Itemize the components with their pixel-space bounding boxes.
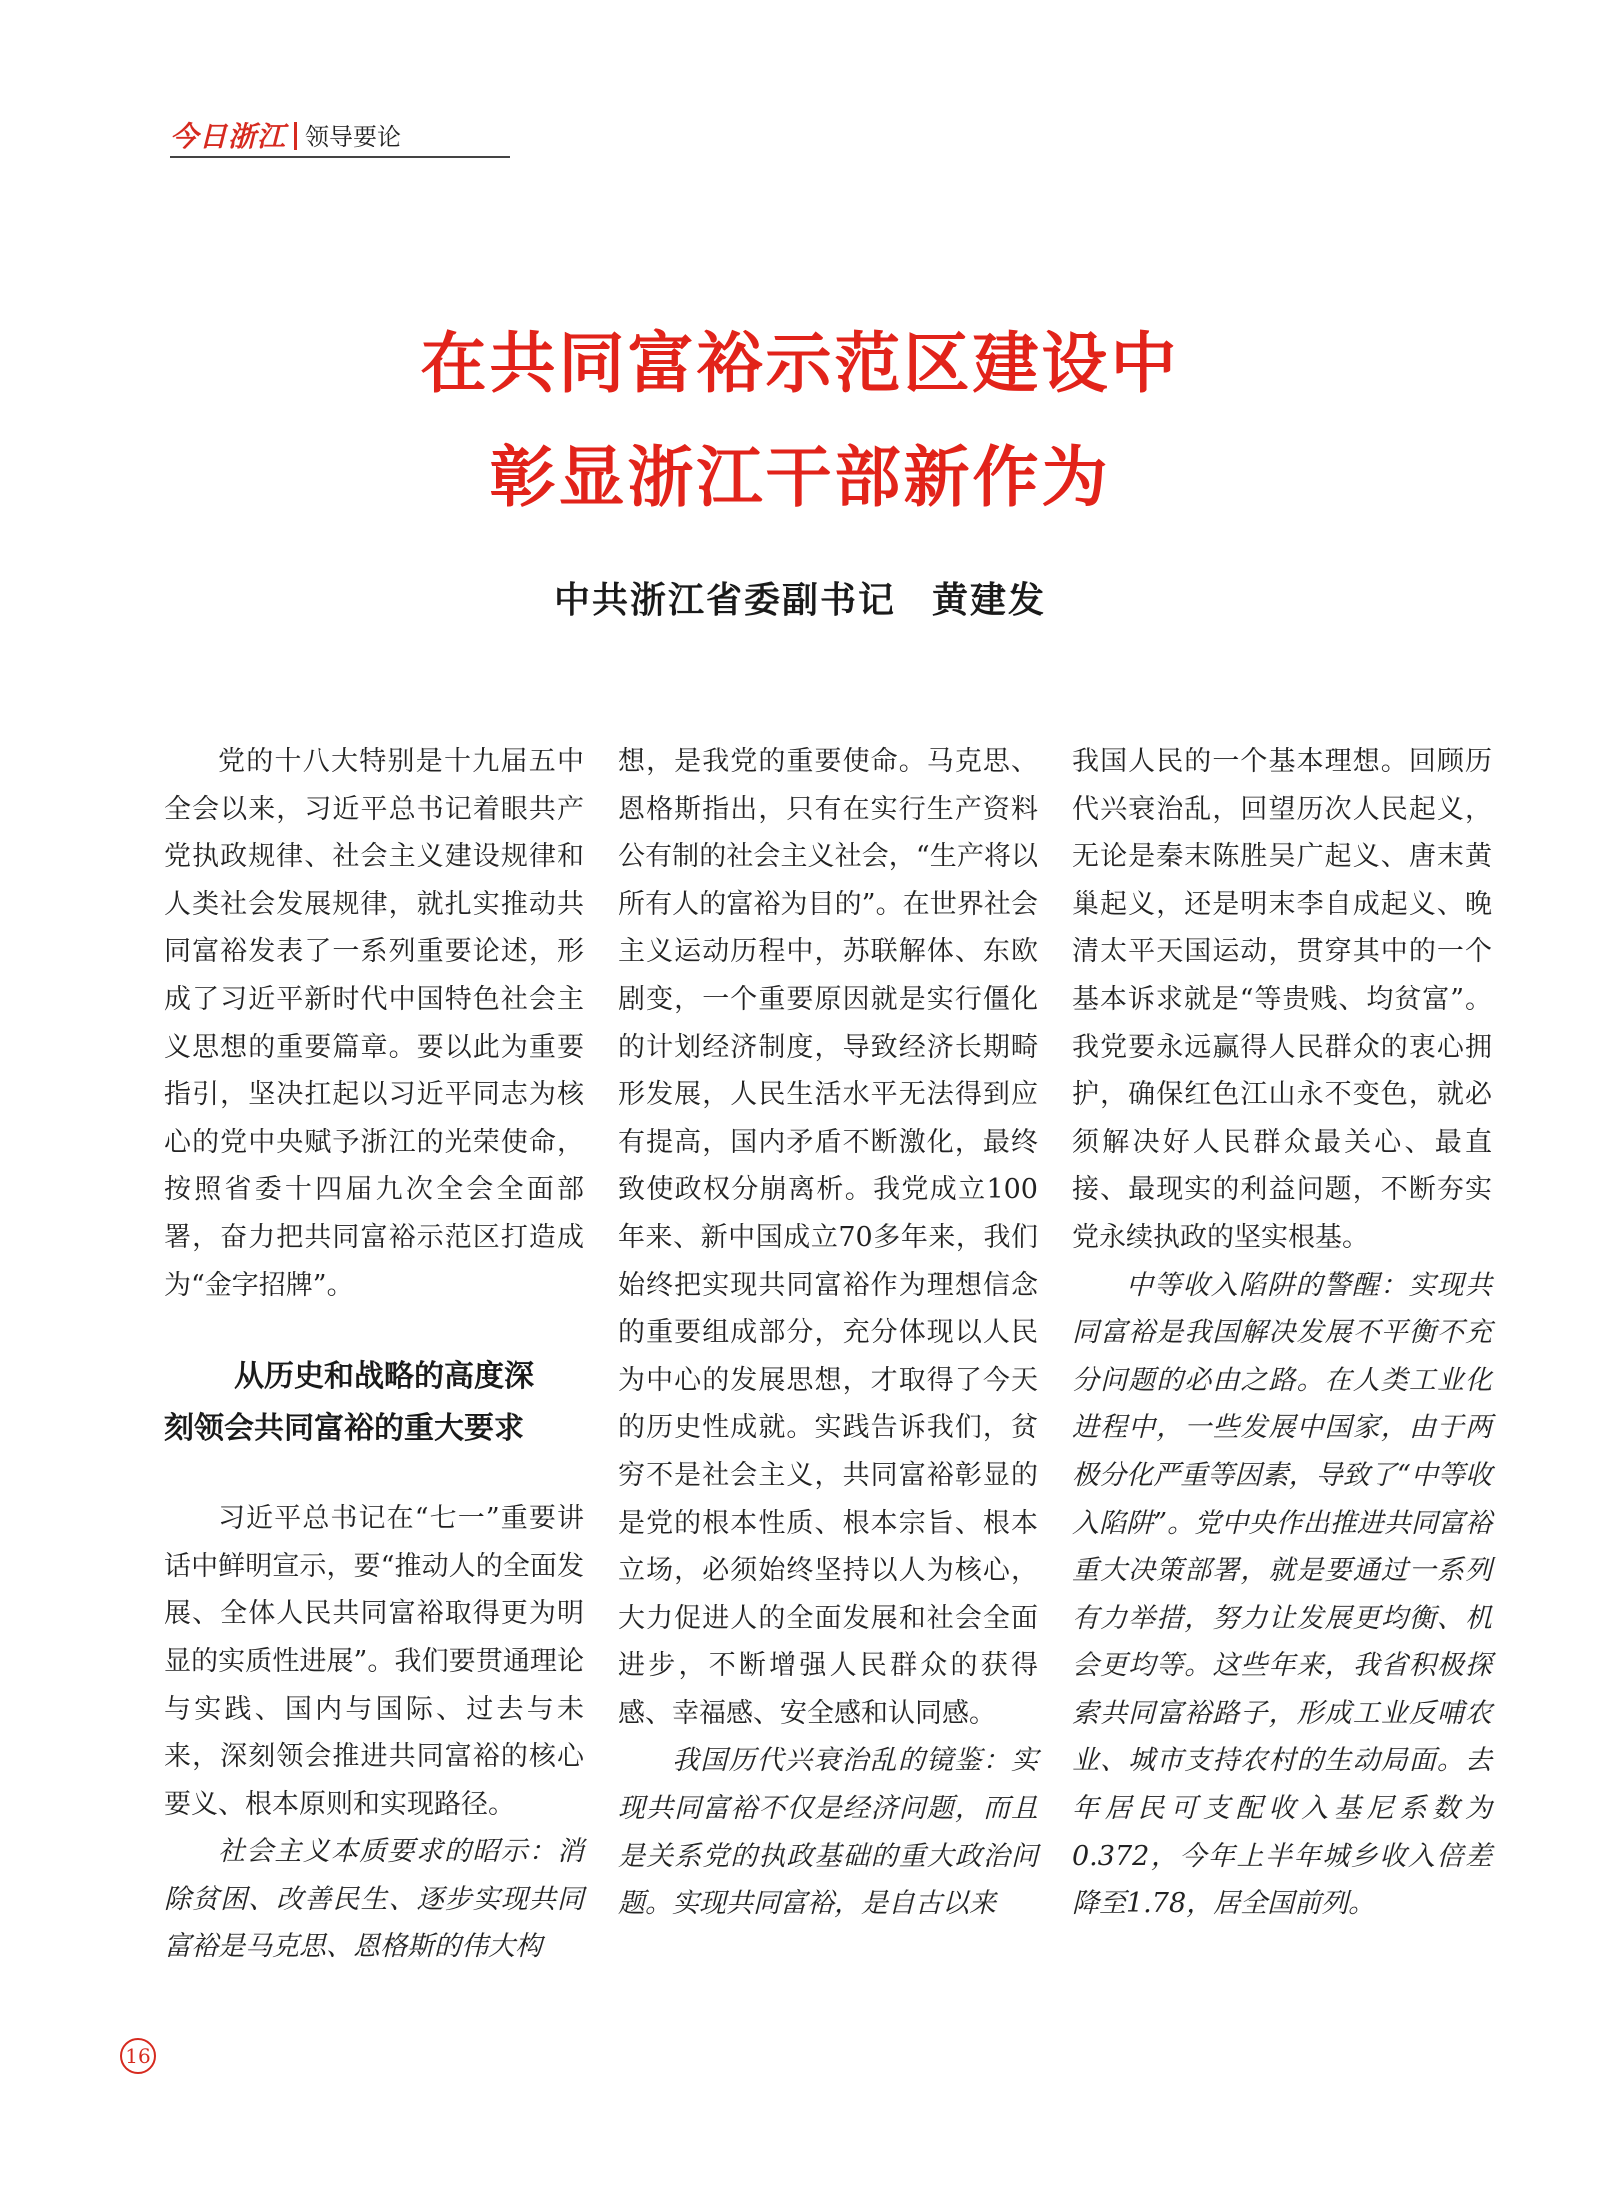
- author-name: 黄建发: [932, 580, 1047, 621]
- magazine-logo: 今日浙江: [170, 120, 287, 153]
- header-divider: [294, 122, 297, 150]
- paragraph: 我国历代兴衰治乱的镜鉴：实现共同富裕不仅是经济问题，而且是关系党的执政基础的重大政治问题。实现共同富裕，是自古以来: [618, 1745, 1038, 1920]
- subheading-line: 从历史和战略的高度深: [234, 1359, 534, 1395]
- article-title-line1: 在共同富裕示范区建设中: [420, 325, 1180, 402]
- paragraph: 中等收入陷阱的警醒：实现共同富裕是我国解决发展不平衡不充分问题的必由之路。在人类工业化进程中，一些发展中国家，由于两极分化严重等因素，导致了“中等收入陷阱”。党中央作出推进共同富裕重大决策部署，就是要通过一系列有力举措，努力让发展更均衡、机会更均等。这些年来，我省积极探索共同富裕路子，形成工业反哺农业、城市支持农村的生动局面。去年居民可支配收入基尼系数为0.372，今年上半年城乡收入倍差降至1.78，居全国前列。: [1072, 1269, 1492, 1920]
- paragraph: 习近平总书记在“七一”重要讲话中鲜明宣示，要“推动人的全面发展、全体人民共同富裕取得更为明显的实质性进展”。我们要贯通理论与实践、国内与国际、过去与未来，深刻领会推进共同富裕的核心要义、根本原则和实现路径。: [164, 1503, 584, 1820]
- author-position: 中共浙江省委副书记: [553, 580, 896, 621]
- paragraph: 社会主义本质要求的昭示：消除贫困、改善民生、逐步实现共同富裕是马克思、恩格斯的伟大构: [164, 1836, 584, 1963]
- section-subheading: [164, 1351, 584, 1455]
- section-label: 领导要论: [305, 123, 402, 151]
- paragraph: 我国人民的一个基本理想。回顾历代兴衰治乱，回望历次人民起义，无论是秦末陈胜吴广起义、唐末黄巢起义，还是明末李自成起义、晚清太平天国运动，贯穿其中的一个基本诉求就是“等贵贱、均贫富”。我党要永远赢得人民群众的衷心拥护，确保红色江山永不变色，就必须解决好人民群众最关心、最直接、最现实的利益问题，不断夯实党永续执政的坚实根基。: [1072, 746, 1492, 1253]
- page-header: [170, 118, 510, 158]
- paragraph: 党的十八大特别是十九届五中全会以来，习近平总书记着眼共产党执政规律、社会主义建设规律和人类社会发展规律，就扎实推动共同富裕发表了一系列重要论述，形成了习近平新时代中国特色社会主义思想的重要篇章。要以此为重要指引，坚决扛起以习近平同志为核心的党中央赋予浙江的光荣使命，按照省委十四届九次全会全面部署，奋力把共同富裕示范区打造成为“金字招牌”。: [164, 746, 584, 1301]
- subheading-line: 刻领会共同富裕的重大要求: [164, 1411, 524, 1447]
- author-byline: [0, 572, 1600, 623]
- text-column-1: [164, 738, 584, 1971]
- text-column-3: [1072, 738, 1492, 1928]
- paragraph: 想，是我党的重要使命。马克思、恩格斯指出，只有在实行生产资料公有制的社会主义社会，“生产将以所有人的富裕为目的”。在世界社会主义运动历程中，苏联解体、东欧剧变，一个重要原因就是实行僵化的计划经济制度，导致经济长期畸形发展，人民生活水平无法得到应有提高，国内矛盾不断激化，最终致使政权分崩离析。我党成立100年来、新中国成立70多年来，我们始终把实现共同富裕作为理想信念的重要组成部分，充分体现以人民为中心的发展思想，才取得了今天的历史性成就。实践告诉我们，贫穷不是社会主义，共同富裕彰显的是党的根本性质、根本宗旨、根本立场，必须始终坚持以人为核心，大力促进人的全面发展和社会全面进步，不断增强人民群众的获得感、幸福感、安全感和认同感。: [618, 746, 1038, 1729]
- page-number: 16: [120, 2038, 156, 2074]
- article-title-line2: 彰显浙江干部新作为: [489, 439, 1111, 516]
- text-column-2: [618, 738, 1038, 1928]
